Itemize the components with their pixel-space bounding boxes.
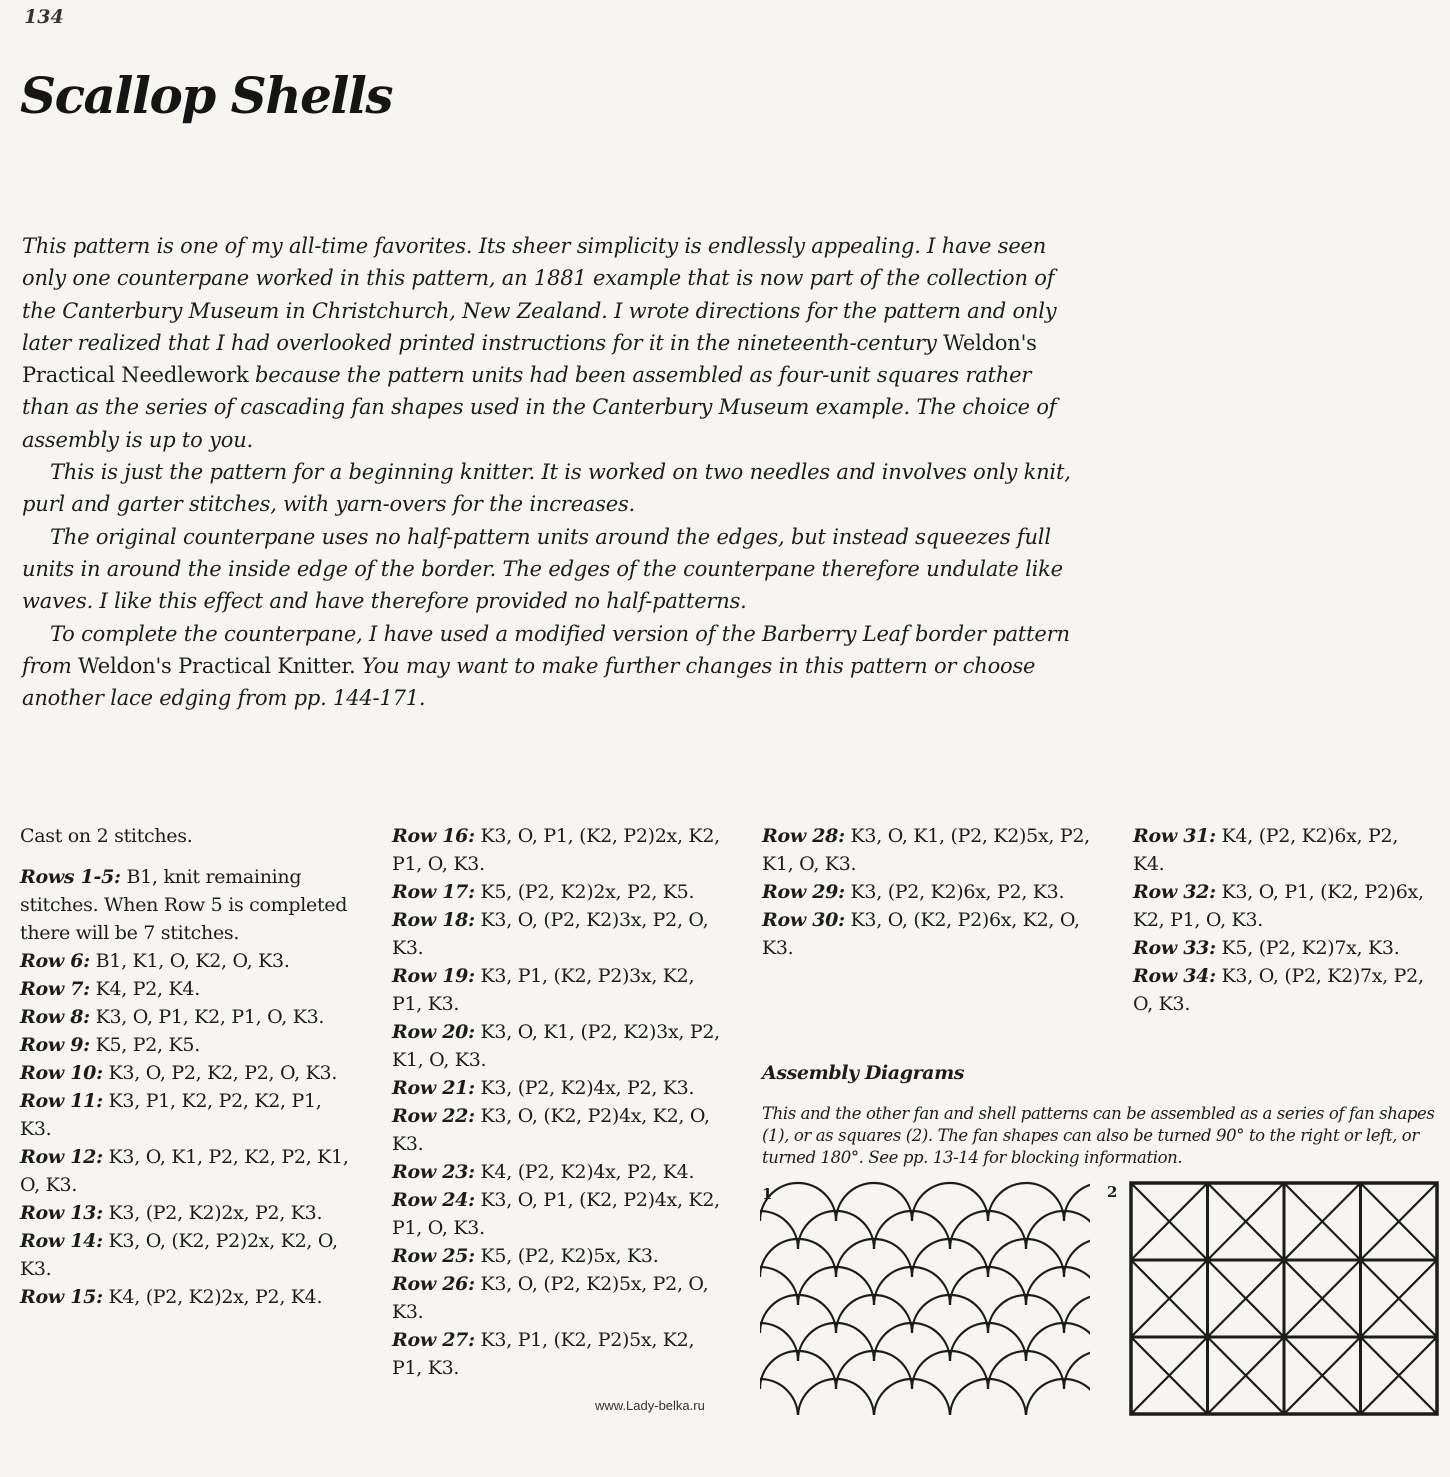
row-instruction: Row 30: K3, O, (K2, P2)6x, K2, O, K3. bbox=[762, 909, 1080, 959]
intro-paragraph: This pattern is one of my all-time favorites. Its sheer simplicity is endlessly appealing. I have seen only one counterpane worked in this pattern, an 1881 example that is now part of the collection of the Canterbury Museum in Christchurch, New Zealand. I wrote directions for the pattern and only later realized that I had overlooked printed instructions for it in the nineteenth-century Weldon's Practical Needlework because the pattern units had been assembled as four-unit squares rather than as the series of cascading fan shapes used in the Canterbury Museum example. The choice of assembly is up to you. bbox=[22, 234, 1057, 452]
row-instruction: Row 16: K3, O, P1, (K2, P2)2x, K2, P1, O, K3. bbox=[392, 825, 720, 875]
page-title: Scallop Shells bbox=[20, 66, 393, 125]
watermark: www.Lady-belka.ru bbox=[595, 1398, 705, 1413]
fan-arc bbox=[1026, 1379, 1090, 1415]
row-instruction: Row 7: K4, P2, K4. bbox=[20, 978, 200, 1000]
intro-paragraph: To complete the counterpane, I have used a modified version of the Barberry Leaf border pattern from Weldon's Practical Knitter. You may want to make further changes in this pattern or choose another lace edging from pp. 144-171. bbox=[22, 621, 1070, 711]
row-instruction: Row 25: K5, (P2, K2)5x, K3. bbox=[392, 1245, 659, 1267]
fan-arc bbox=[1064, 1239, 1090, 1277]
diagram-2-label: 2 bbox=[1107, 1183, 1118, 1201]
fan-arc bbox=[760, 1183, 836, 1221]
row-instruction: Row 33: K5, (P2, K2)7x, K3. bbox=[1133, 937, 1400, 959]
fan-arc bbox=[1026, 1211, 1090, 1249]
row-instruction: Row 14: K3, O, (K2, P2)2x, K2, O, K3. bbox=[20, 1230, 338, 1280]
row-instruction: Row 26: K3, O, (P2, K2)5x, P2, O, K3. bbox=[392, 1273, 709, 1323]
row-instruction: Row 20: K3, O, K1, (P2, K2)3x, P2, K1, O, K3. bbox=[392, 1021, 720, 1071]
page-number: 134 bbox=[24, 6, 64, 28]
intro-paragraph: This is just the pattern for a beginning knitter. It is worked on two needles and involves only knit, purl and garter stitches, with yarn-overs for the increases. bbox=[22, 460, 1071, 517]
square-assembly-diagram bbox=[1129, 1181, 1439, 1416]
fan-arc bbox=[1064, 1183, 1090, 1221]
row-instruction: Row 8: K3, O, P1, K2, P1, O, K3. bbox=[20, 1006, 325, 1028]
row-instruction: Row 13: K3, (P2, K2)2x, P2, K3. bbox=[20, 1202, 323, 1224]
row-instruction: Row 9: K5, P2, K5. bbox=[20, 1034, 200, 1056]
instructions-column-4 bbox=[1133, 822, 1433, 1018]
row-instruction: Row 29: K3, (P2, K2)6x, P2, K3. bbox=[762, 881, 1065, 903]
row-instruction: Row 28: K3, O, K1, (P2, K2)5x, P2, K1, O, K3. bbox=[762, 825, 1090, 875]
fan-arc bbox=[1064, 1295, 1090, 1333]
fan-arc bbox=[1026, 1323, 1090, 1361]
row-instruction: Row 21: K3, (P2, K2)4x, P2, K3. bbox=[392, 1077, 695, 1099]
row-instruction: Row 22: K3, O, (K2, P2)4x, K2, O, K3. bbox=[392, 1105, 710, 1155]
row-instruction: Row 17: K5, (P2, K2)2x, P2, K5. bbox=[392, 881, 695, 903]
row-instruction: Row 12: K3, O, K1, P2, K2, P2, K1, O, K3. bbox=[20, 1146, 349, 1196]
row-instruction: Rows 1-5: B1, knit remaining stitches. When Row 5 is completed there will be 7 stitches. bbox=[20, 866, 348, 944]
row-instruction: Row 23: K4, (P2, K2)4x, P2, K4. bbox=[392, 1161, 695, 1183]
row-instruction: Row 10: K3, O, P2, K2, P2, O, K3. bbox=[20, 1062, 338, 1084]
row-instruction: Row 6: B1, K1, O, K2, O, K3. bbox=[20, 950, 290, 972]
instructions-column-1 bbox=[20, 822, 350, 1311]
book-title: Weldon's Practical Knitter. bbox=[78, 653, 356, 678]
fan-arc bbox=[1026, 1267, 1090, 1305]
fan-assembly-diagram bbox=[760, 1175, 1090, 1415]
row-instruction: Row 24: K3, O, P1, (K2, P2)4x, K2, P1, O, K3. bbox=[392, 1189, 720, 1239]
row-instruction: Row 18: K3, O, (P2, K2)3x, P2, O, K3. bbox=[392, 909, 709, 959]
intro-paragraph: The original counterpane uses no half-pattern units around the edges, but instead squeezes full units in around the inside edge of the border. The edges of the counterpane therefore undulate like waves. I like this effect and have therefore provided no half-patterns. bbox=[22, 524, 1063, 614]
book-title: Weldon's Practical Needlework bbox=[22, 330, 1037, 388]
row-instruction: Row 19: K3, P1, (K2, P2)3x, K2, P1, K3. bbox=[392, 965, 695, 1015]
row-instruction: Row 32: K3, O, P1, (K2, P2)6x, K2, P1, O, K3. bbox=[1133, 881, 1424, 931]
diagram-1-label: 1 bbox=[762, 1185, 773, 1203]
instructions-column-3 bbox=[762, 822, 1092, 962]
instructions-column-2 bbox=[392, 822, 722, 1382]
fan-arc bbox=[988, 1183, 1064, 1221]
row-instruction: Row 15: K4, (P2, K2)2x, P2, K4. bbox=[20, 1286, 323, 1308]
fan-arc bbox=[1064, 1351, 1090, 1389]
row-instruction: Row 27: K3, P1, (K2, P2)5x, K2, P1, K3. bbox=[392, 1329, 695, 1379]
fan-arc bbox=[912, 1183, 988, 1221]
intro-text bbox=[22, 230, 1082, 714]
assembly-text: This and the other fan and shell patterns can be assembled as a series of fan shapes (1), or as squares (2). The fan shapes can also be turned 90° to the right or left, or turned 180°. See pp. 13-14 for blocking information. bbox=[762, 1104, 1435, 1167]
assembly-heading: Assembly Diagrams bbox=[762, 1062, 965, 1084]
fan-arc bbox=[836, 1183, 912, 1221]
cast-on-instruction: Cast on 2 stitches. bbox=[20, 825, 193, 847]
row-instruction: Row 31: K4, (P2, K2)6x, P2, K4. bbox=[1133, 825, 1399, 875]
row-instruction: Row 34: K3, O, (P2, K2)7x, P2, O, K3. bbox=[1133, 965, 1424, 1015]
fan-arc bbox=[760, 1379, 798, 1415]
row-instruction: Row 11: K3, P1, K2, P2, K2, P1, K3. bbox=[20, 1090, 322, 1140]
